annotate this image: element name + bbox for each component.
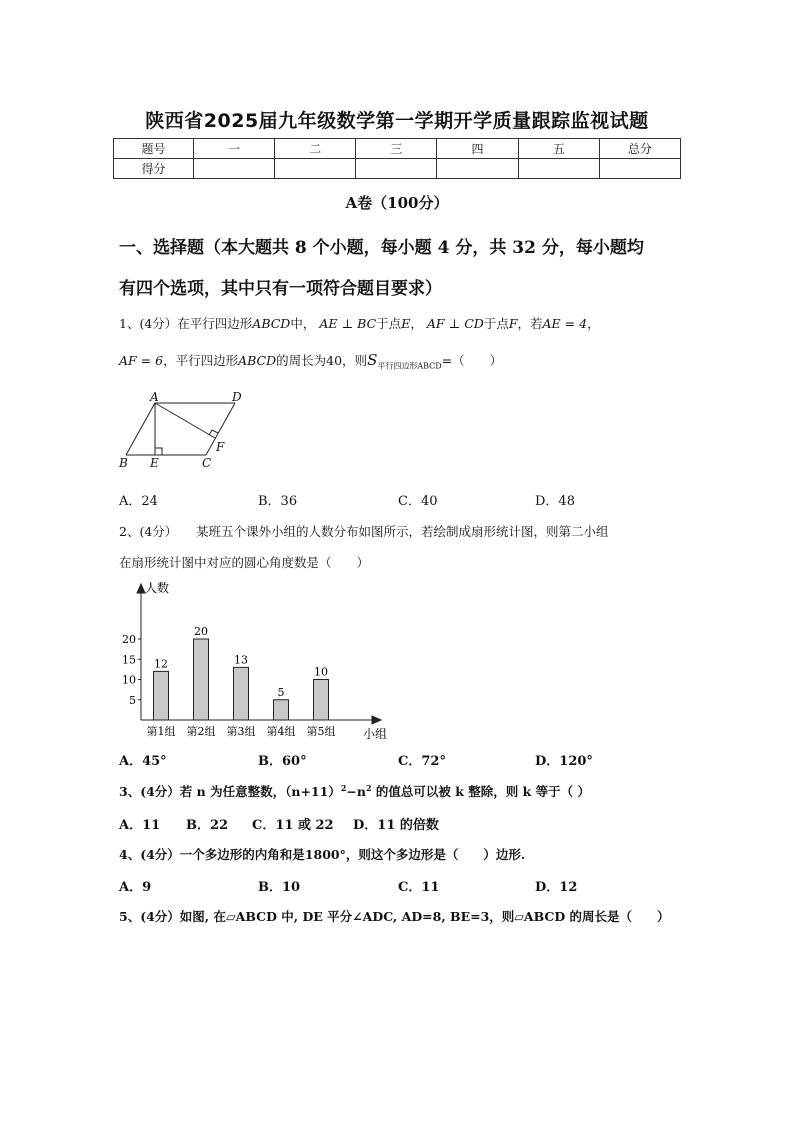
q3-line — [119, 782, 590, 800]
y-axis-arrow — [137, 584, 145, 593]
label-c: C — [202, 456, 212, 470]
score-table — [113, 138, 681, 179]
q5-line: 5、(4分）如图, 在▱ABCD 中, DE 平分∠ADC, AD=8, BE=3，则▱ABCD 的周长是（ ） — [119, 909, 670, 924]
right-angle-e — [155, 448, 162, 455]
category-label: 第1组 — [146, 725, 176, 738]
bar-第4组 — [274, 700, 289, 720]
q1-area-symbol: S — [367, 351, 378, 369]
label-a: A — [150, 390, 159, 404]
q1-point-e: E — [401, 316, 411, 331]
q1-text: ， — [587, 316, 600, 331]
q4-line: 4、(4分）一个多边形的内角和是1800°，则这个多边形是（ ）边形. — [119, 847, 526, 862]
x-axis-label: 小组 — [363, 727, 388, 741]
bar-第3组 — [234, 667, 249, 720]
score-header-cell: 三 — [356, 139, 437, 159]
bar-value-label: 10 — [314, 665, 328, 679]
q2-line2: 在扇形统计图中对应的圆心角度数是（ ） — [119, 555, 370, 570]
q1-text: =（ ） — [441, 353, 503, 368]
score-header-cell: 一 — [194, 139, 275, 159]
q3-exponent: 2 — [365, 782, 372, 793]
label-e: E — [150, 456, 159, 470]
bar-第1组 — [154, 671, 169, 720]
q1-ae-value: AE = 4 — [542, 316, 588, 331]
q4-option-c[interactable]: C．11 — [398, 880, 440, 895]
q4-option-a[interactable]: A．9 — [119, 880, 152, 895]
category-label: 第2组 — [186, 725, 216, 738]
score-header-cell: 总分 — [599, 139, 680, 159]
edge-ab — [126, 403, 155, 455]
q1-text: ，平行四边形 — [163, 353, 239, 368]
y-tick-label: 10 — [122, 673, 136, 687]
q3-option-b[interactable]: B．22 — [186, 818, 229, 833]
q2-option-a[interactable]: A．45° — [119, 754, 167, 769]
segment-af — [155, 403, 215, 438]
q1-option-a[interactable]: A．24 — [119, 494, 158, 509]
section-a-heading: A卷（100分） — [345, 194, 449, 212]
x-axis-arrow — [372, 716, 381, 724]
q2-line1: 2、(4分） 某班五个课外小组的人数分布如图所示，若绘制成扇形统计图，则第二小组 — [119, 524, 609, 539]
q1-parallelogram-figure — [115, 390, 255, 472]
q3-exponent: 2 — [340, 782, 347, 793]
q1-text: ， — [410, 316, 423, 331]
q4-option-d[interactable]: D．12 — [535, 880, 578, 895]
right-angle-f — [209, 430, 218, 435]
q1-line1 — [119, 314, 600, 332]
q1-text: ，则 — [342, 353, 368, 368]
q1-line2 — [119, 351, 502, 372]
q2-option-d[interactable]: D．120° — [535, 754, 593, 769]
q1-option-b[interactable]: B．36 — [258, 494, 298, 509]
category-label: 第3组 — [226, 725, 256, 738]
q3-option-d[interactable]: D．11 的倍数 — [353, 818, 439, 833]
bar-第2组 — [194, 639, 209, 720]
category-label: 第4组 — [266, 725, 296, 738]
bar-value-label: 13 — [234, 653, 248, 667]
y-tick-label: 15 — [122, 653, 136, 667]
q1-af-value: AF = 6 — [119, 353, 164, 368]
y-tick-label: 5 — [129, 693, 136, 707]
q2-option-c[interactable]: C．72° — [398, 754, 446, 769]
score-input-cell — [275, 159, 356, 179]
score-table-score-row — [114, 159, 681, 179]
score-header-cell: 二 — [275, 139, 356, 159]
score-header-cell: 四 — [437, 139, 518, 159]
category-label: 第5组 — [306, 725, 336, 738]
q1-text: ，若 — [517, 316, 543, 331]
score-input-cell — [194, 159, 275, 179]
score-row-label: 得分 — [114, 159, 194, 179]
score-table-header-row — [114, 139, 681, 159]
q1-condition-af: AF ⊥ CD — [426, 316, 484, 331]
q4-option-b[interactable]: B．10 — [258, 880, 301, 895]
q1-perimeter: 40 — [326, 353, 343, 368]
q1-condition-ae: AE ⊥ BC — [319, 316, 377, 331]
q3-text: −n — [346, 784, 366, 799]
score-header-cell: 题号 — [114, 139, 194, 159]
q1-text: 于点 — [376, 316, 402, 331]
q2-option-b[interactable]: B．60° — [258, 754, 307, 769]
score-input-cell — [356, 159, 437, 179]
score-input-cell — [599, 159, 680, 179]
q1-text: 于点 — [483, 316, 509, 331]
bar-第5组 — [314, 680, 329, 721]
q1-area-subscript: 平行四边形ABCD — [377, 361, 442, 371]
bar-value-label: 12 — [154, 657, 168, 671]
q3-text: 的值总可以被 k 整除，则 k 等于（ ） — [371, 784, 590, 799]
q3-text: 3、(4分）若 n 为任意整数，（n+11） — [119, 784, 341, 799]
page-title: 陕西省2025届九年级数学第一学期开学质量跟踪监视试题 — [145, 110, 649, 132]
y-tick-label: 20 — [122, 633, 136, 646]
score-input-cell — [437, 159, 518, 179]
y-axis-label: 人数 — [145, 581, 170, 595]
q1-point-f: F — [508, 316, 518, 331]
q1-abcd: ABCD — [252, 316, 291, 331]
part1-heading-line2: 有四个选项，其中只有一项符合题目要求） — [119, 279, 442, 299]
q1-option-d[interactable]: D．48 — [535, 494, 575, 509]
label-f: F — [216, 440, 225, 454]
label-d: D — [232, 390, 242, 404]
score-header-cell: 五 — [518, 139, 599, 159]
label-b: B — [119, 456, 128, 470]
q3-option-a[interactable]: A．11 — [119, 818, 161, 833]
q1-text: 1、(4分）在平行四边形 — [119, 316, 253, 331]
q1-text: 的周长为 — [276, 353, 327, 368]
score-input-cell — [518, 159, 599, 179]
q3-option-c[interactable]: C．11 或 22 — [252, 818, 334, 833]
bar-value-label: 20 — [194, 625, 208, 638]
q2-bar-chart — [115, 576, 395, 746]
q1-option-c[interactable]: C．40 — [398, 494, 438, 509]
part1-heading-line1: 一、选择题（本大题共 8 个小题，每小题 4 分，共 32 分，每小题均 — [119, 238, 644, 258]
q1-abcd: ABCD — [238, 353, 277, 368]
q1-text: 中， — [290, 316, 316, 331]
bar-value-label: 5 — [277, 685, 285, 699]
